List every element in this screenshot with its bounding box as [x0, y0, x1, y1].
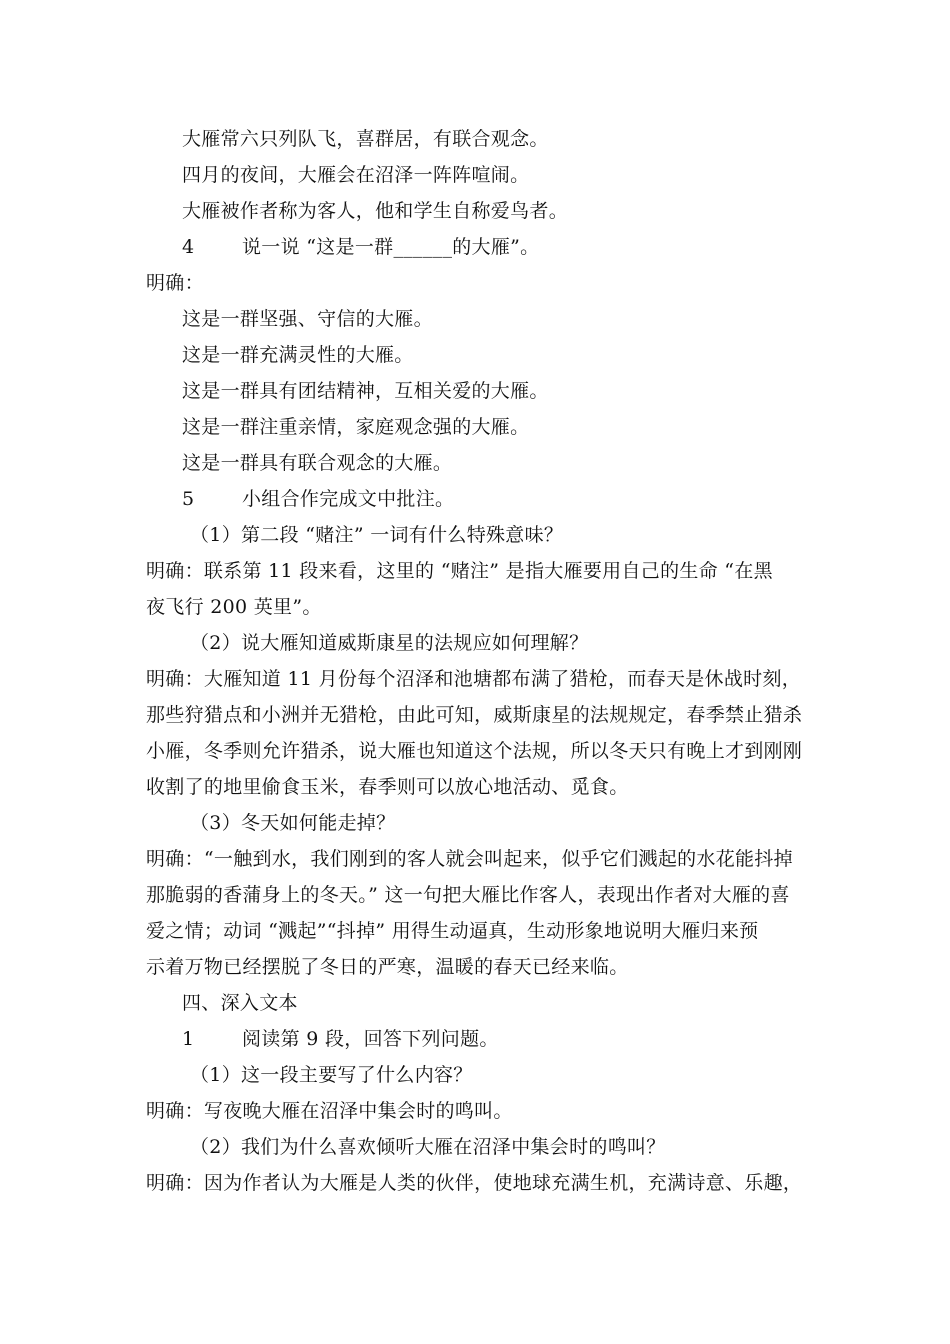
- numbered-item: [182, 235, 539, 259]
- text-line: 大雁常六只列队飞，喜群居，有联合观念。: [182, 128, 549, 150]
- answer-line: 那脆弱的香蒲身上的冬天。” 这一句把大雁比作客人，表现出作者对大雁的喜: [146, 884, 790, 906]
- answer-line: 明确：因为作者认为大雁是人类的伙伴，使地球充满生机，充满诗意、乐趣，: [146, 1172, 803, 1194]
- text-line: 大雁被作者称为客人，他和学生自称爱鸟者。: [182, 200, 569, 222]
- text-line: 这是一群具有团结精神，互相关爱的大雁。: [182, 380, 549, 402]
- answer-label: 明确：: [146, 272, 204, 294]
- numbered-item: [182, 487, 454, 511]
- answer-line: 明确：大雁知道 11 月份每个沼泽和池塘都布满了猎枪，而春天是休战时刻，: [146, 668, 802, 690]
- question-line: （1）第二段 “赌注” 一词有什么特殊意味？: [190, 524, 564, 546]
- answer-line: 明确：联系第 11 段来看，这里的 “赌注” 是指大雁要用自己的生命 “在黑: [146, 560, 773, 582]
- item-number: 4: [182, 236, 195, 258]
- section-heading: 四、深入文本: [182, 992, 298, 1014]
- question-line: （2）我们为什么喜欢倾听大雁在沼泽中集会时的鸣叫？: [190, 1136, 666, 1158]
- answer-line: 明确：“一触到水，我们刚到的客人就会叫起来，似乎它们溅起的水花能抖掉: [146, 848, 793, 870]
- item-text: 阅读第 9 段，回答下列问题。: [242, 1028, 499, 1050]
- text-line: 这是一群注重亲情，家庭观念强的大雁。: [182, 416, 530, 438]
- answer-line: 小雁，冬季则允许猎杀，说大雁也知道这个法规，所以冬天只有晚上才到刚刚: [146, 740, 803, 762]
- answer-line: 夜飞行 200 英里”。: [146, 596, 322, 618]
- item-number: 1: [182, 1028, 195, 1050]
- text-line: 这是一群充满灵性的大雁。: [182, 344, 414, 366]
- answer-line: 那些狩猎点和小洲并无猎枪，由此可知，威斯康星的法规规定，春季禁止猎杀: [146, 704, 803, 726]
- answer-line: 爱之情；动词 “溅起”“抖掉” 用得生动逼真，生动形象地说明大雁归来预: [146, 920, 759, 942]
- answer-line: 明确：写夜晚大雁在沼泽中集会时的鸣叫。: [146, 1100, 513, 1122]
- question-line: （1）这一段主要写了什么内容？: [190, 1064, 473, 1086]
- answer-line: 示着万物已经摆脱了冬日的严寒，温暖的春天已经来临。: [146, 956, 629, 978]
- text-line: 这是一群坚强、守信的大雁。: [182, 308, 433, 330]
- question-line: （3）冬天如何能走掉？: [190, 812, 396, 834]
- item-text: 说一说 “这是一群______的大雁”。: [242, 236, 540, 258]
- text-line: 四月的夜间，大雁会在沼泽一阵阵喧闹。: [182, 164, 530, 186]
- numbered-item: [182, 1027, 499, 1051]
- question-line: （2）说大雁知道威斯康星的法规应如何理解？: [190, 632, 589, 654]
- text-line: 这是一群具有联合观念的大雁。: [182, 452, 453, 474]
- item-text: 小组合作完成文中批注。: [242, 488, 455, 510]
- item-number: 5: [182, 488, 195, 510]
- answer-line: 收割了的地里偷食玉米，春季则可以放心地活动、觅食。: [146, 776, 629, 798]
